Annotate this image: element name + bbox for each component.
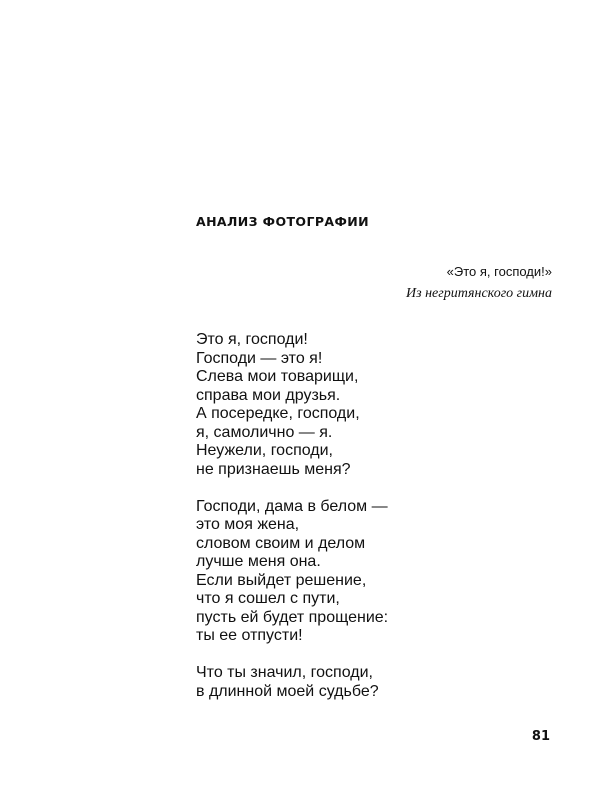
poem-line: я, самолично — я. — [196, 423, 333, 441]
epigraph — [406, 261, 552, 305]
poem-line: словом своим и делом — [196, 534, 366, 552]
poem-line: А посередке, господи, — [196, 405, 360, 422]
poem-line: что я сошел с пути, — [196, 590, 340, 607]
stanza-2 — [196, 498, 388, 646]
stanza-3 — [196, 664, 388, 701]
poem-line: это моя жена, — [196, 516, 300, 533]
poem-line: Господи — это я! — [196, 349, 323, 367]
epigraph-quote: «Это я, господи!» — [446, 264, 552, 279]
poem-line: пусть ей будет прощение: — [196, 608, 389, 626]
epigraph-source: Из негритянского гимна — [406, 286, 552, 301]
poem-line: Неужели, господи, — [196, 442, 333, 459]
stanza-1 — [196, 331, 388, 479]
poem-title: АНАЛИЗ ФОТОГРАФИИ — [196, 214, 369, 229]
poem-line: Что ты значил, господи, — [196, 664, 373, 681]
poem-line: Господи, дама в белом — — [196, 497, 388, 515]
page-number: 81 — [531, 729, 550, 744]
poem-line: справа мои друзья. — [196, 386, 341, 404]
poem-line: Это я, господи! — [196, 331, 308, 348]
poem-line: в длинной моей судьбе? — [196, 682, 379, 700]
poem-line: ты ее отпусти! — [196, 627, 303, 644]
poem-line: лучше меня она. — [196, 553, 321, 570]
poem-line: не признаешь меня? — [196, 460, 351, 478]
poem-body — [196, 331, 388, 720]
poem-line: Слева мои товарищи, — [196, 368, 359, 385]
poem-line: Если выйдет решение, — [196, 571, 367, 589]
